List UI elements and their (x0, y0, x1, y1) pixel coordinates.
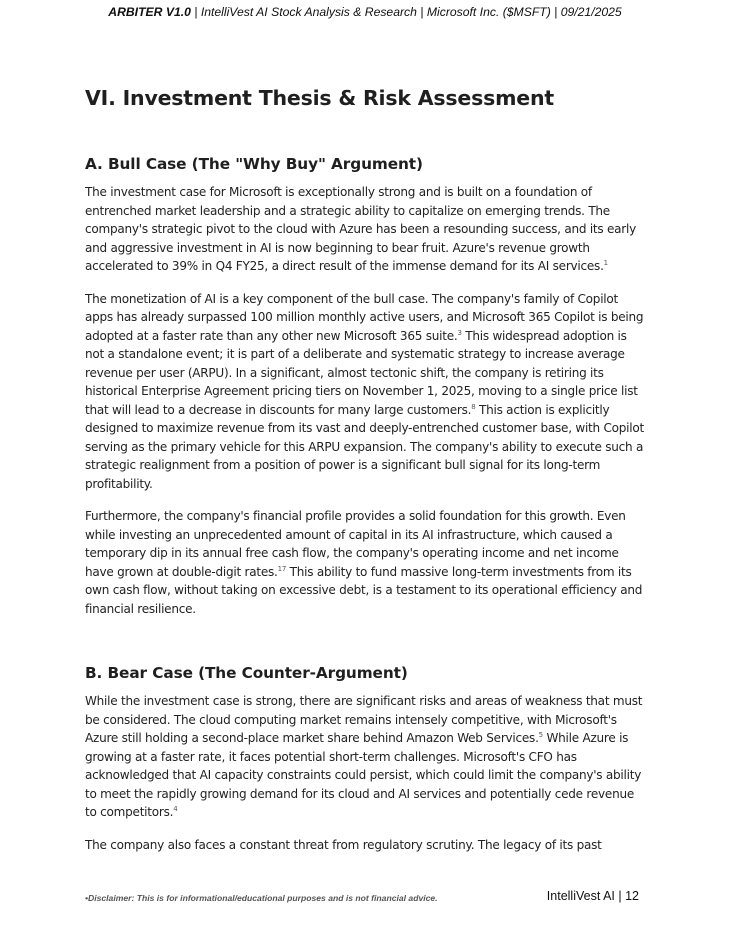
bull-p2-text-b: This widespread adoption is not a standalone event; it is part of a deliberate and systematic strategy to increase average revenue per user (ARPU). In a significant, almost tectonic shift, the company is retiring its historical Enterprise Agreement pricing tiers on November 1, 2025, moving to a single price list that will lead to a decrease in discounts for many large customers. (85, 328, 638, 417)
footnote-ref[interactable]: 17 (277, 564, 287, 573)
bull-paragraph-2 (85, 290, 645, 494)
bull-paragraph-3 (85, 507, 645, 618)
footnote-ref[interactable]: 5 (538, 731, 543, 739)
page-content (85, 86, 645, 868)
footer-disclaimer: •Disclaimer: This is for informational/educational purposes and is not financial advice. (85, 893, 438, 903)
section-title: VI. Investment Thesis & Risk Assessment (85, 86, 554, 110)
bull-p3-text-a: Furthermore, the company's financial profile provides a solid foundation for this growth. Even while investing an unprecedented amount of capital in its AI infrastructure, which caused a temporary dip in its annual free cash flow, the company's operating income and net income have grown at double-digit rates. (85, 509, 626, 579)
bull-case-heading: A. Bull Case (The "Why Buy" Argument) (85, 155, 423, 173)
bear-p1-text-a: While the investment case is strong, there are significant risks and areas of weakness that must be considered. The cloud computing market remains intensely competitive, with Microsoft's Azure still holding a second-place market share behind Amazon Web Services. (85, 694, 643, 745)
bear-paragraph-1 (85, 692, 645, 822)
bear-case-heading: B. Bear Case (The Counter-Argument) (85, 664, 408, 682)
bull-p1-text: The investment case for Microsoft is exceptionally strong and is built on a foundation of entrenched market leadership and a strategic ability to capitalize on emerging trends. The company's strategic pivot to the cloud with Azure has been a resounding success, and its early and aggressive investment in AI is now beginning to bear fruit. Azure's revenue growth accelerated to 39% in Q4 FY25, a direct result of the immense demand for its AI services. (85, 185, 636, 273)
bull-paragraph-1 (85, 183, 645, 276)
section-spacer (85, 632, 645, 664)
bear-paragraph-2: The company also faces a constant threat from regulatory scrutiny. The legacy of its past (85, 837, 602, 852)
footer-page-number: IntelliVest AI | 12 (546, 889, 639, 903)
bull-p2-text-c: This action is explicitly designed to maximize revenue from its vast and deeply-entrenched customer base, with Copilot serving as the primary vehicle for this ARPU expansion. The company's ability to execute such a strategic realignment from a position of power is a significant bull signal for its long-term profitability. (85, 402, 644, 491)
footnote-ref[interactable]: 4 (173, 805, 178, 813)
footnote-ref[interactable]: 8 (471, 402, 476, 411)
page-header (0, 5, 730, 19)
header-details: | IntelliVest AI Stock Analysis & Research | Microsoft Inc. ($MSFT) | 09/21/2025 (190, 5, 622, 19)
footnote-ref[interactable]: 3 (457, 328, 462, 337)
bull-p2-text-a: The monetization of AI is a key component of the bull case. The company's family of Copilot apps has already surpassed 100 million monthly active users, and Microsoft 365 Copilot is being adopted at a faster rate than any other new Microsoft 365 suite. (85, 291, 644, 343)
bull-p3-text-b: This ability to fund massive long-term investments from its own cash flow, without taking on excessive debt, is a testament to its operational efficiency and financial resilience. (85, 564, 643, 616)
footnote-ref[interactable]: 1 (603, 259, 608, 267)
bear-p1-text-b: While Azure is growing at a faster rate, it faces potential short-term challenges. Microsoft's CFO has acknowledged that AI capacity constraints could persist, which could limit the company's ability to meet the rapidly growing demand for its cloud and AI services and potentially cede revenue to competitors. (85, 731, 642, 819)
header-brand: ARBITER V1.0 (108, 5, 191, 19)
